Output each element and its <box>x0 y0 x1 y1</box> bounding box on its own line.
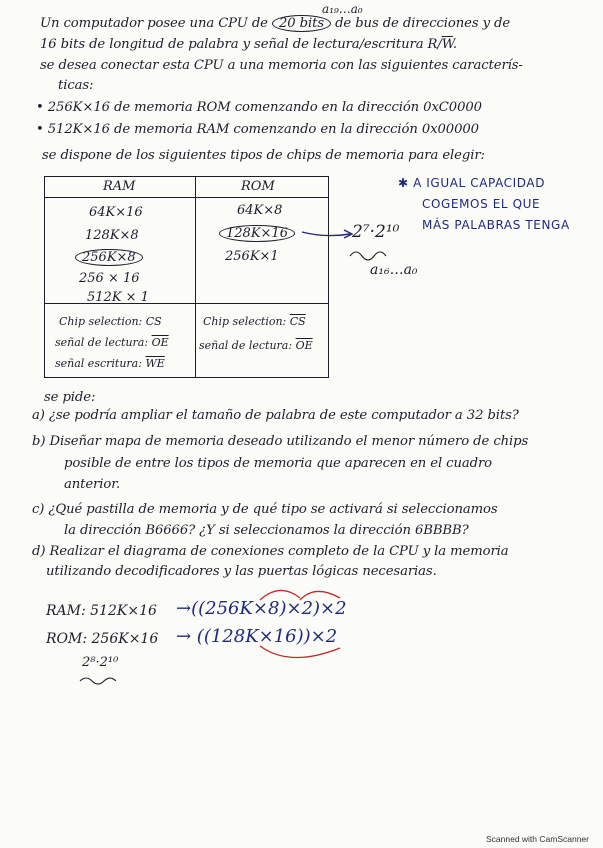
rom-chip-row-circled: 128K×16 <box>219 225 295 242</box>
rom-cs-signal: Chip selection: $\overline{CS}$ <box>203 315 306 328</box>
rom-column-header: ROM <box>241 179 275 194</box>
intro-text-2: 16 bits de longitud de palabra y señal de lectura/escritura R/ <box>40 37 442 52</box>
intro-line-2 <box>40 37 457 52</box>
write-signal-bar: $\overline{W}$ <box>441 37 453 52</box>
rom-oe-signal: señal de lectura: $\overline{OE}$ <box>199 339 313 352</box>
red-arrows-icon-2 <box>250 640 360 670</box>
scanner-footer: Scanned with CamScanner <box>485 834 589 844</box>
intro-text-2-end: . <box>452 37 457 52</box>
intro-text-1a: Un computador posee una CPU de <box>40 16 268 31</box>
ram-chip-row: 512K × 1 <box>87 290 149 305</box>
ram-column-header: RAM <box>103 179 136 194</box>
note-line-2: COGEMOS EL QUE <box>422 197 541 211</box>
intro-line-4: ticas: <box>58 78 94 93</box>
question-c-line-2: la dirección B6666? ¿Y si seleccionamos la dirección 6BBBB? <box>64 523 469 538</box>
ram-chip-row: 128K×8 <box>85 228 139 243</box>
ram-solution-expression: →((256K×8)×2)×2 <box>176 598 347 619</box>
question-d-line-1: d) Realizar el diagrama de conexiones completo de la CPU y la memoria <box>32 544 509 559</box>
ram-solution-label: RAM: 512K×16 <box>46 603 157 619</box>
address-range-annotation: a₁₆…a₀ <box>370 262 418 278</box>
rom-requirement: • 256K×16 de memoria ROM comenzando en la dirección 0xC0000 <box>36 100 482 115</box>
chip-types-intro: se dispone de los siguientes tipos de chips de memoria para elegir: <box>42 148 485 163</box>
red-arrows-icon <box>240 580 360 608</box>
ram-requirement: • 512K×16 de memoria RAM comenzando en la dirección 0x00000 <box>36 122 479 137</box>
chip-table <box>44 176 329 378</box>
table-vertical-divider <box>195 177 196 377</box>
question-b-line-2: posible de entre los tipos de memoria que aparecen en el cuadro <box>64 456 493 471</box>
ram-chip-row-circled: 256K×8 <box>75 249 143 266</box>
ram-we-signal: señal escritura: $\overline{WE}$ <box>55 357 165 370</box>
intro-line-3: se desea conectar esta CPU a una memoria con las siguientes caracterís- <box>40 58 523 73</box>
question-b-line-3: anterior. <box>64 477 121 492</box>
rom-power-annotation: 2⁸·2¹⁰ <box>82 655 119 670</box>
rom-chip-row: 256K×1 <box>225 249 279 264</box>
question-b-line-1: b) Diseñar mapa de memoria deseado utilizando el menor número de chips <box>32 434 529 449</box>
rom-chip-row: 64K×8 <box>237 203 283 218</box>
rom-solution-expression: → ((128K×16))×2 <box>176 626 338 647</box>
rom-solution-label: ROM: 256K×16 <box>46 631 159 647</box>
wavy-underline-icon <box>78 674 118 688</box>
ram-chip-row: 64K×16 <box>89 205 143 220</box>
intro-text-1b: de bus de direcciones y de <box>335 16 511 31</box>
ram-chip-row: 256 × 16 <box>79 271 140 286</box>
address-bus-annotation: a₁₉…a₀ <box>322 2 363 16</box>
question-d-line-2: utilizando decodificadores y las puertas lógicas necesarias. <box>46 564 437 579</box>
circled-20-bits: 20 bits <box>272 15 331 32</box>
ram-oe-signal: señal de lectura: $\overline{OE}$ <box>55 336 169 349</box>
note-line-3: MÁS PALABRAS TENGA <box>422 218 570 232</box>
ram-cs-signal: Chip selection: CS <box>59 315 162 328</box>
questions-intro: se pide: <box>44 390 96 405</box>
intro-line-1 <box>40 16 510 31</box>
power-annotation: 2⁷·2¹⁰ <box>352 222 400 242</box>
arrow-icon <box>300 222 360 242</box>
table-header-divider <box>45 197 328 198</box>
question-a: a) ¿se podría ampliar el tamaño de palabra de este computador a 32 bits? <box>32 408 519 423</box>
question-c-line-1: c) ¿Qué pastilla de memoria y de qué tipo se activará si seleccionamos <box>32 502 498 517</box>
note-line-1: ✱ A IGUAL CAPACIDAD <box>398 176 546 190</box>
